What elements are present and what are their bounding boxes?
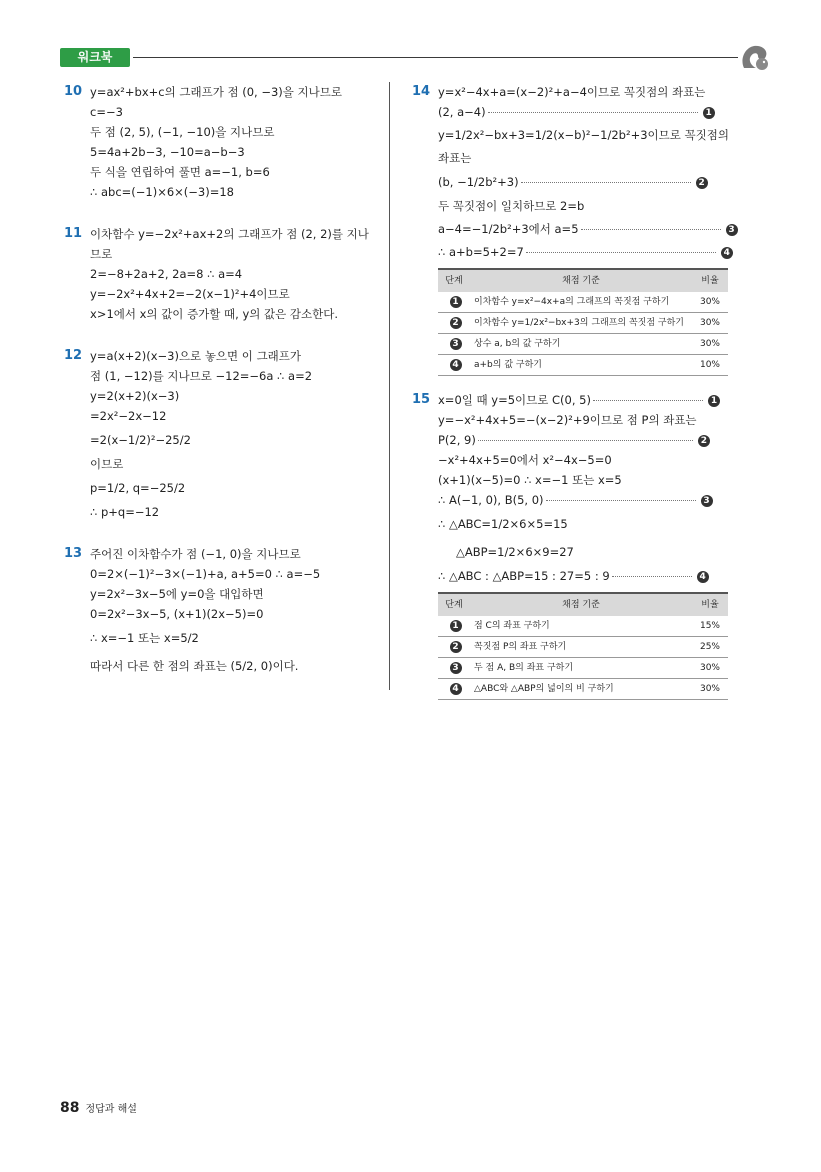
table-cell: △ABC와 △ABP의 넓이의 비 구하기 bbox=[470, 679, 692, 700]
problem-number: 11 bbox=[64, 226, 83, 241]
table-row bbox=[438, 616, 728, 637]
squirrel-mascot-icon bbox=[738, 42, 774, 72]
table-cell: 상수 a, b의 값 구하기 bbox=[470, 334, 692, 355]
solution-line: y=−2x²+4x+2=−2(x−1)²+4이므로 bbox=[90, 287, 290, 301]
solution-line: 두 꼭짓점이 일치하므로 2=b bbox=[438, 199, 585, 213]
scoring-table bbox=[438, 592, 728, 700]
solution-line: ∴ △ABC : △ABP=15 : 27=5 : 9 bbox=[438, 569, 610, 583]
step-marker: 3 bbox=[450, 662, 462, 674]
problem-14 bbox=[412, 82, 742, 376]
solution-line: ∴ p+q=−12 bbox=[90, 505, 160, 519]
solution-line: ∴ a+b=5+2=7 bbox=[438, 245, 524, 259]
solution-line: y=2x²−3x−5에 y=0을 대입하면 bbox=[90, 587, 264, 601]
table-cell: 15% bbox=[692, 616, 728, 637]
table-row bbox=[438, 658, 728, 679]
table-header: 비율 bbox=[692, 269, 728, 292]
solution-line: 2=−8+2a+2, 2a=8 ∴ a=4 bbox=[90, 267, 243, 281]
solution-line: 좌표는 bbox=[438, 151, 472, 165]
dotted-leader bbox=[581, 229, 721, 230]
solution-line: (2, a−4) bbox=[438, 105, 486, 119]
table-cell: 30% bbox=[692, 292, 728, 313]
page-header bbox=[38, 42, 783, 72]
table-header: 채점 기준 bbox=[470, 269, 692, 292]
dotted-leader bbox=[593, 400, 703, 401]
solution-line: 0=2x²−3x−5, (x+1)(2x−5)=0 bbox=[90, 607, 264, 621]
table-header: 비율 bbox=[692, 593, 728, 616]
problem-11 bbox=[64, 224, 384, 324]
solution-line: 두 점 (2, 5), (−1, −10)을 지나므로 bbox=[90, 125, 275, 139]
step-marker: 1 bbox=[703, 107, 715, 119]
table-row bbox=[438, 679, 728, 700]
problem-number: 14 bbox=[412, 84, 431, 99]
page-number: 88 bbox=[60, 1100, 80, 1116]
table-header: 단계 bbox=[438, 593, 470, 616]
column-divider bbox=[389, 82, 390, 690]
table-cell: 30% bbox=[692, 679, 728, 700]
problem-number: 12 bbox=[64, 348, 83, 363]
problem-number: 10 bbox=[64, 84, 83, 99]
solution-line: y=a(x+2)(x−3)으로 놓으면 이 그래프가 bbox=[90, 349, 302, 363]
solution-line: 이차함수 y=−2x²+ax+2의 그래프가 점 (2, 2)를 지나 bbox=[90, 227, 369, 241]
solution-line: (b, −1/2b²+3) bbox=[438, 175, 519, 189]
header-rule bbox=[133, 57, 738, 58]
table-header: 단계 bbox=[438, 269, 470, 292]
table-cell: 이차함수 y=1/2x²−bx+3의 그래프의 꼭짓점 구하기 bbox=[470, 313, 692, 334]
solution-line: 5=4a+2b−3, −10=a−b−3 bbox=[90, 145, 245, 159]
solution-line: △ABP=1/2×6×9=27 bbox=[456, 545, 574, 559]
solution-line: −x²+4x+5=0에서 x²−4x−5=0 bbox=[438, 453, 612, 467]
table-row bbox=[438, 313, 728, 334]
solution-line: 따라서 다른 한 점의 좌표는 (5/2, 0)이다. bbox=[90, 659, 299, 673]
solution-line: (x+1)(x−5)=0 ∴ x=−1 또는 x=5 bbox=[438, 473, 622, 487]
step-marker: 1 bbox=[708, 395, 720, 407]
step-marker: 3 bbox=[726, 224, 738, 236]
section-tag: 워크북 bbox=[60, 48, 130, 67]
problem-15 bbox=[412, 390, 742, 700]
solution-line: =2(x−1/2)²−25/2 bbox=[90, 433, 191, 447]
dotted-leader bbox=[478, 440, 693, 441]
dotted-leader bbox=[612, 576, 692, 577]
solution-line: x=0일 때 y=5이므로 C(0, 5) bbox=[438, 393, 591, 407]
solution-line: y=2(x+2)(x−3) bbox=[90, 389, 180, 403]
step-marker: 4 bbox=[450, 683, 462, 695]
problem-number: 13 bbox=[64, 546, 83, 561]
solution-line: 주어진 이차함수가 점 (−1, 0)을 지나므로 bbox=[90, 547, 301, 561]
solution-line: 므로 bbox=[90, 247, 113, 261]
solution-line: x>1에서 x의 값이 증가할 때, y의 값은 감소한다. bbox=[90, 307, 339, 321]
solution-line: c=−3 bbox=[90, 105, 123, 119]
problem-12 bbox=[64, 346, 384, 522]
step-marker: 1 bbox=[450, 620, 462, 632]
solution-line: 0=2×(−1)²−3×(−1)+a, a+5=0 ∴ a=−5 bbox=[90, 567, 321, 581]
solution-line: y=ax²+bx+c의 그래프가 점 (0, −3)을 지나므로 bbox=[90, 85, 342, 99]
table-row bbox=[438, 355, 728, 376]
step-marker: 2 bbox=[696, 177, 708, 189]
solution-line: 점 (1, −12)를 지나므로 −12=−6a ∴ a=2 bbox=[90, 369, 313, 383]
problem-13 bbox=[64, 544, 384, 680]
table-cell: 10% bbox=[692, 355, 728, 376]
table-cell: 꼭짓점 P의 좌표 구하기 bbox=[470, 637, 692, 658]
solution-line: P(2, 9) bbox=[438, 433, 476, 447]
solution-line: a−4=−1/2b²+3에서 a=5 bbox=[438, 222, 579, 236]
table-row bbox=[438, 292, 728, 313]
step-marker: 1 bbox=[450, 296, 462, 308]
solution-line: ∴ x=−1 또는 x=5/2 bbox=[90, 631, 199, 645]
problem-number: 15 bbox=[412, 392, 431, 407]
step-marker: 4 bbox=[450, 359, 462, 371]
table-row bbox=[438, 637, 728, 658]
solution-line: y=1/2x²−bx+3=1/2(x−b)²−1/2b²+3이므로 꼭짓점의 bbox=[438, 128, 729, 142]
step-marker: 4 bbox=[721, 247, 733, 259]
table-cell: 두 점 A, B의 좌표 구하기 bbox=[470, 658, 692, 679]
table-header: 채점 기준 bbox=[470, 593, 692, 616]
solution-line: y=−x²+4x+5=−(x−2)²+9이므로 점 P의 좌표는 bbox=[438, 413, 697, 427]
solution-line: ∴ A(−1, 0), B(5, 0) bbox=[438, 493, 544, 507]
step-marker: 4 bbox=[697, 571, 709, 583]
step-marker: 2 bbox=[450, 317, 462, 329]
right-column bbox=[412, 82, 742, 722]
solution-line: 두 식을 연립하여 풀면 a=−1, b=6 bbox=[90, 165, 270, 179]
dotted-leader bbox=[526, 252, 716, 253]
solution-line: 이므로 bbox=[90, 457, 124, 471]
step-marker: 3 bbox=[701, 495, 713, 507]
solution-line: ∴ △ABC=1/2×6×5=15 bbox=[438, 517, 568, 531]
table-cell: a+b의 값 구하기 bbox=[470, 355, 692, 376]
dotted-leader bbox=[546, 500, 696, 501]
table-cell: 점 C의 좌표 구하기 bbox=[470, 616, 692, 637]
footer-label: 정답과 해설 bbox=[85, 1104, 137, 1115]
table-cell: 30% bbox=[692, 313, 728, 334]
dotted-leader bbox=[521, 182, 691, 183]
problem-10 bbox=[64, 82, 384, 202]
table-cell: 이차함수 y=x²−4x+a의 그래프의 꼭짓점 구하기 bbox=[470, 292, 692, 313]
dotted-leader bbox=[488, 112, 698, 113]
solution-line: y=x²−4x+a=(x−2)²+a−4이므로 꼭짓점의 좌표는 bbox=[438, 85, 706, 99]
step-marker: 2 bbox=[698, 435, 710, 447]
page-footer bbox=[60, 1100, 137, 1116]
solution-line: ∴ abc=(−1)×6×(−3)=18 bbox=[90, 185, 234, 199]
step-marker: 3 bbox=[450, 338, 462, 350]
solution-line: p=1/2, q=−25/2 bbox=[90, 481, 186, 495]
table-cell: 30% bbox=[692, 334, 728, 355]
left-column bbox=[64, 82, 384, 702]
solution-line: =2x²−2x−12 bbox=[90, 409, 167, 423]
table-cell: 25% bbox=[692, 637, 728, 658]
table-row bbox=[438, 334, 728, 355]
table-cell: 30% bbox=[692, 658, 728, 679]
step-marker: 2 bbox=[450, 641, 462, 653]
scoring-table bbox=[438, 268, 728, 376]
